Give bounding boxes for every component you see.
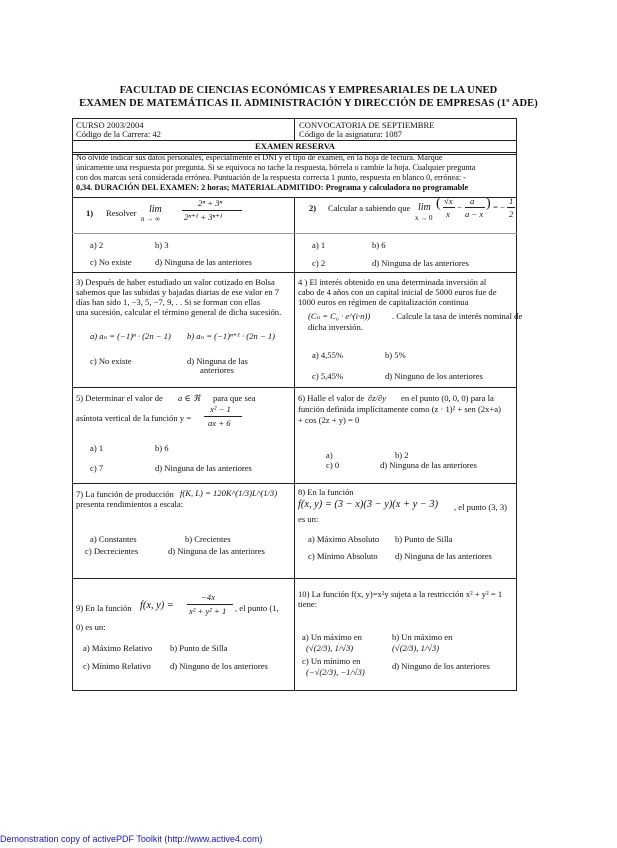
- q1-lim-sub: n → ∞: [141, 215, 160, 223]
- q9-line-2: 0) es un:: [76, 622, 106, 632]
- q10-option-c-point: (−√(2/3), −1/√3): [306, 667, 365, 677]
- demo-footer-link[interactable]: Demonstration copy of activePDF Toolkit (http://www.active4.com): [0, 834, 263, 844]
- q2-frac2-num: a: [470, 196, 475, 206]
- q6-line-3: + cos (2z + y) = 0: [298, 415, 360, 425]
- q8-option-b[interactable]: b) Punto de Silla: [395, 534, 453, 544]
- q6-option-a[interactable]: a): [326, 450, 333, 460]
- q2-rhs-num: 1: [509, 196, 514, 206]
- q9-line-1b: , el punto (1,: [235, 603, 279, 613]
- instructions-line-4: 0,34. DURACIÓN DEL EXAMEN: 2 horas; MATERIAL ADMITIDO: Programa y calculadora no programable: [76, 183, 469, 192]
- q9-numerator: −4x: [201, 592, 215, 602]
- instructions-line-1: No olvide indicar sus datos personales, especialmente el DNI y el tipo de examen, en la hoja de lectura. Marque: [76, 153, 443, 162]
- exam-title: EXAMEN DE MATEMÁTICAS II. ADMINISTRACIÓN Y DIRECCIÓN DE EMPRESAS (1º ADE): [79, 98, 538, 109]
- q5-line-1: 5) Determinar el valor de: [76, 393, 163, 403]
- q5-option-d[interactable]: d) Ninguna de las anteriores: [155, 463, 252, 473]
- q2-number: 2): [309, 203, 317, 213]
- q10-line-1: 10) La función f(x, y)=x²y sujeta a la restricción x² + y² = 1: [298, 589, 503, 599]
- q10-option-a-point: (√(2/3), 1/√3): [306, 643, 354, 653]
- q7-option-b[interactable]: b) Crecientes: [185, 534, 231, 544]
- faculty-title: FACULTAD DE CIENCIAS ECONÓMICAS Y EMPRESARIALES DE LA UNED: [119, 85, 498, 96]
- q6-line-1b: en el punto (0, 0, 0) para la: [401, 393, 494, 403]
- q9-line-1: 9) En la función: [76, 603, 132, 613]
- q4-option-b[interactable]: b) 5%: [385, 350, 406, 360]
- q9-option-b[interactable]: b) Punto de Silla: [170, 643, 228, 653]
- q2-rhs-den: 2: [509, 209, 514, 219]
- q10-line-2: tiene:: [298, 599, 318, 609]
- q2-frac2-bar: [465, 207, 485, 208]
- q3-option-d[interactable]: d) Ninguna de las: [187, 356, 248, 366]
- grid-row-2: [72, 387, 517, 388]
- q2-option-a[interactable]: a) 1: [312, 240, 326, 250]
- q7-line-2: presenta rendimientos a escala:: [76, 499, 184, 509]
- q9-option-d[interactable]: d) Ninguno de los anteriores: [170, 661, 268, 671]
- q1-option-b[interactable]: b) 3: [155, 240, 169, 250]
- q7-line-1: 7) La función de producción: [76, 489, 174, 499]
- instructions-line-3: con dos marcas será considerada errónea. Puntuación de la respuesta correcta 1 punto, respuesta en blanco 0, errónea: -: [76, 173, 466, 182]
- q9-option-c[interactable]: c) Mínimo Relativo: [83, 661, 151, 671]
- instructions-line-2: únicamente una respuesta por pregunta. Si se equivoca no tache la respuesta, bórrela o cambie la hoja. Cualquier pregunta: [76, 163, 476, 172]
- q4-line-5: dicha inversión.: [308, 322, 363, 332]
- q2-option-c[interactable]: c) 2: [312, 258, 326, 268]
- q2-rhs-bar: [507, 207, 515, 208]
- q1-fraction-bar: [182, 210, 242, 211]
- q4-formula: (Cₙ = C₀ · e^(i·n)): [308, 311, 371, 321]
- q2-minus: −: [457, 202, 462, 212]
- q5-option-b[interactable]: b) 6: [155, 443, 169, 453]
- q2-lim-sub: x → 0: [415, 214, 433, 222]
- q5-numerator: x² − 1: [210, 404, 231, 414]
- q6-option-c[interactable]: c) 0: [326, 460, 340, 470]
- q6-option-d[interactable]: d) Ninguna de las anteriores: [380, 460, 477, 470]
- q1-option-c[interactable]: c) No existe: [90, 257, 132, 267]
- q8-line-1: 8) En la función: [298, 487, 354, 497]
- q7-option-c[interactable]: c) Decrecientes: [85, 546, 139, 556]
- q2-option-b[interactable]: b) 6: [372, 240, 386, 250]
- q10-option-c[interactable]: c) Un mínimo en: [302, 656, 361, 666]
- career-code: Código de la Carrera: 42: [76, 129, 161, 139]
- q9-denominator: x² + y² + 1: [189, 606, 227, 616]
- q8-option-d[interactable]: d) Ninguna de las anteriores: [395, 551, 492, 561]
- q2-frac1-bar: [443, 207, 455, 208]
- info-divider: [294, 118, 295, 140]
- q3-line-1: 3) Después de haber estudiado un valor cotizado en Bolsa: [76, 277, 275, 287]
- q1-option-a[interactable]: a) 2: [90, 240, 104, 250]
- q5-option-a[interactable]: a) 1: [90, 443, 104, 453]
- q6-derivative: ∂z/∂y: [368, 393, 387, 403]
- q7-function: f(K, L) = 120K^(1/3)L^(1/3): [180, 488, 278, 498]
- q7-option-d[interactable]: d) Ninguna de las anteriores: [168, 546, 265, 556]
- q4-line-1: 4 ) El interés obtenido en una determinada inversión al: [298, 277, 487, 287]
- q7-option-a[interactable]: a) Constantes: [90, 534, 137, 544]
- subject-code: Código de la asignatura: 1087: [299, 129, 403, 139]
- q4-line-2: cabo de 4 años con un capital inicial de 5000 euros fue de: [298, 287, 497, 297]
- q4-option-c[interactable]: c) 5,45%: [312, 371, 344, 381]
- q3-option-c[interactable]: c) No existe: [90, 356, 132, 366]
- course-label: CURSO 2003/2004: [76, 120, 144, 130]
- q2-text: Calcular a sabiendo que: [328, 203, 411, 213]
- q1-option-d[interactable]: d) Ninguna de las anteriores: [155, 257, 252, 267]
- q10-option-a[interactable]: a) Un máximo en: [302, 632, 362, 642]
- q3-line-3: días han sido 1, −3, 5, −7, 9, . . Si se forman con ellas: [76, 297, 261, 307]
- q8-option-c[interactable]: c) Mínimo Absoluto: [308, 551, 378, 561]
- q3-option-a[interactable]: a) aₙ = (−1)ⁿ · (2n − 1): [90, 331, 171, 341]
- q5-fraction-bar: [204, 416, 242, 417]
- q10-option-d[interactable]: d) Ninguno de los anteriores: [392, 661, 490, 671]
- q2-option-d[interactable]: d) Ninguna de las anteriores: [372, 258, 469, 268]
- q5-line-1b: para que sea: [213, 393, 256, 403]
- grid-row-3: [72, 483, 517, 484]
- q6-line-2: función definida implícitamente como (z · 1)² + sen (2x+a): [298, 404, 501, 414]
- q5-option-c[interactable]: c) 7: [90, 463, 104, 473]
- q2-frac1-num: √x: [444, 196, 453, 206]
- q5-var: a ∈ ℜ: [178, 393, 200, 403]
- q2-open-paren: (: [436, 196, 441, 211]
- q5-denominator: ax + 6: [208, 418, 231, 428]
- q1-lim: lim: [149, 204, 162, 215]
- grid-row-4: [72, 578, 517, 579]
- q2-frac2-den: a − x: [465, 209, 484, 219]
- q3-option-b[interactable]: b) aₙ = (−1)ⁿ⁺¹ · (2n − 1): [187, 331, 275, 341]
- q10-option-b-point: (√(2/3), 1/√3): [392, 643, 440, 653]
- grid-row-1: [72, 272, 517, 273]
- q8-option-a[interactable]: a) Máximo Absoluto: [308, 534, 380, 544]
- q4-line-4: . Calcule la tasa de interés nominal de: [392, 311, 523, 321]
- q8-line-2: es un:: [298, 514, 319, 524]
- q2-equals: = −: [493, 202, 505, 212]
- q3-line-2: sabemos que las subidas y bajadas diarias de ese valor en 7: [76, 287, 280, 297]
- q8-function: f(x, y) = (3 − x)(3 − y)(x + y − 3): [298, 499, 439, 510]
- q2-close-paren: ): [486, 196, 491, 211]
- q6-option-b[interactable]: b) 2: [395, 450, 409, 460]
- q2-lim: lim: [418, 202, 431, 213]
- q4-line-3: 1000 euros en régimen de capitalización continua: [298, 297, 469, 307]
- grid-row-5: [72, 690, 517, 691]
- q6-line-1: 6) Halle el valor de: [298, 393, 365, 403]
- q5-line-2: asíntota vertical de la función y =: [76, 413, 192, 423]
- q3-line-4: una sucesión, calcular el término general de dicha sucesión.: [76, 307, 282, 317]
- q9-fraction-bar: [187, 604, 233, 605]
- q2-frac1-den: x: [446, 209, 450, 219]
- q4-option-a[interactable]: a) 4,55%: [312, 350, 344, 360]
- q3-option-d-cont: anteriores: [200, 365, 234, 375]
- grid-sub-1: [72, 233, 517, 234]
- q9-option-a[interactable]: a) Máximo Relativo: [83, 643, 153, 653]
- q1-numerator: 2ⁿ + 3ⁿ: [198, 198, 223, 208]
- q1-denominator: 2ⁿ⁺¹ + 3ⁿ⁺¹: [184, 212, 223, 222]
- q1-text: Resolver: [106, 208, 137, 218]
- convocatoria-label: CONVOCATORIA DE SEPTIEMBRE: [299, 120, 435, 130]
- q10-option-b[interactable]: b) Un máximo en: [392, 632, 453, 642]
- q4-option-d[interactable]: d) Ninguno de los anteriores: [385, 371, 483, 381]
- exam-type-title: EXAMEN RESERVA: [255, 141, 335, 151]
- q1-number: 1): [86, 208, 94, 218]
- q9-function-lhs: f(x, y) =: [140, 600, 174, 611]
- q8-line-1b: , el punto (3, 3): [454, 502, 507, 512]
